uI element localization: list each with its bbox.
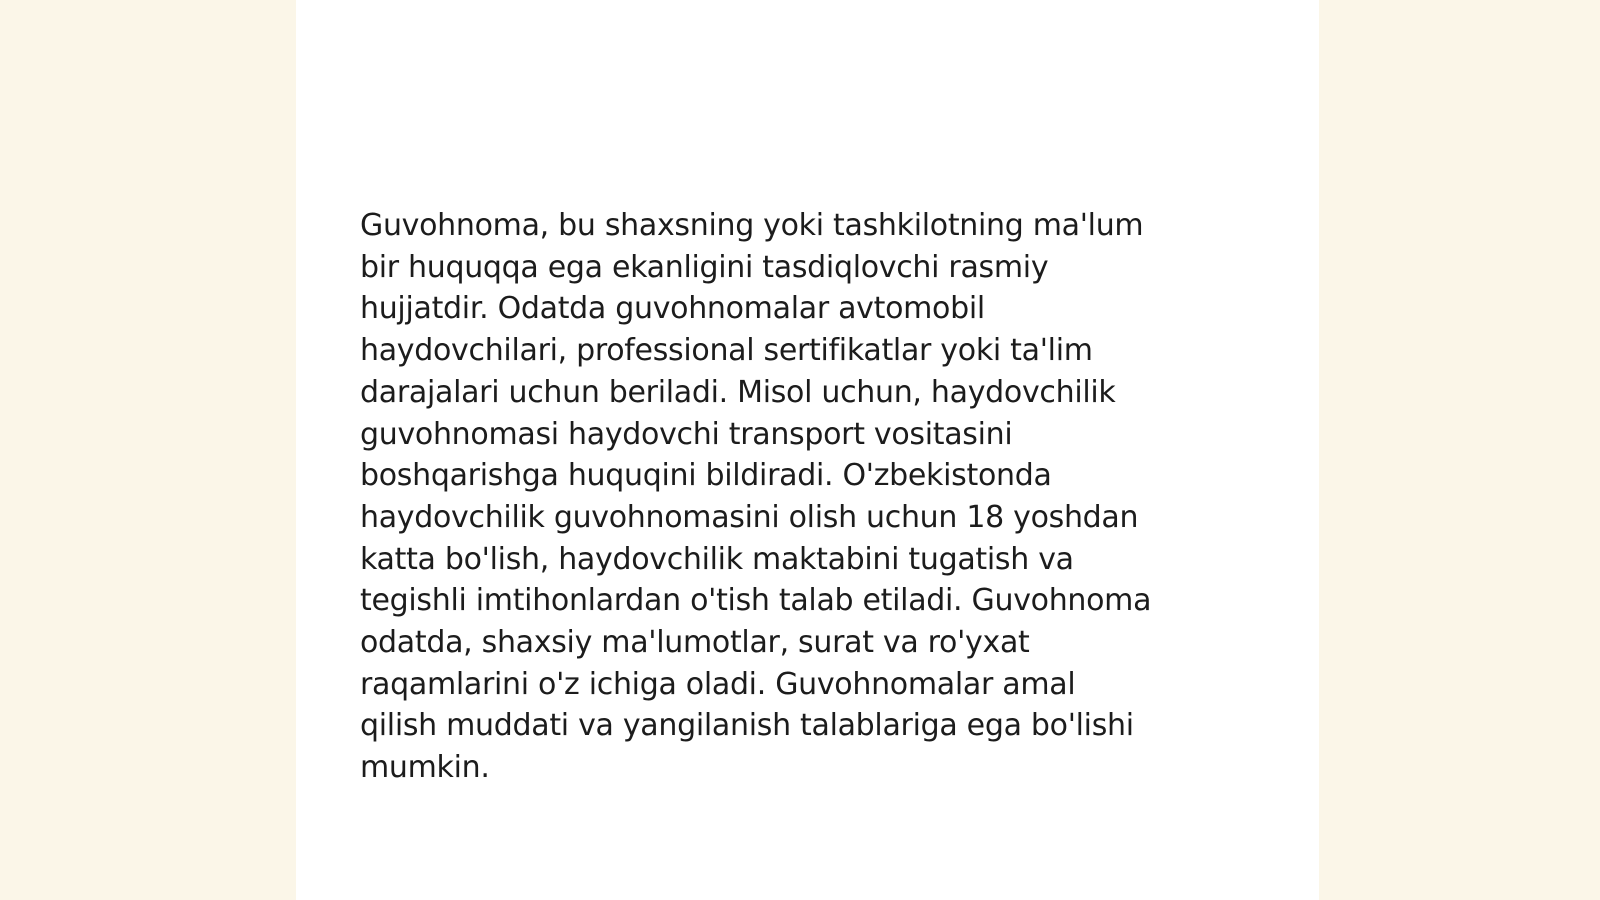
right-margin-background bbox=[1319, 0, 1600, 900]
document-page bbox=[296, 0, 1319, 900]
body-paragraph: Guvohnoma, bu shaxsning yoki tashkilotning ma'lum bir huquqqa ega ekanligini tasdiqlovchi rasmiy hujjatdir. Odatda guvohnomalar avtomobil haydovchilari, professional sertifikatlar yoki ta'lim darajalari uchun beriladi. Misol uchun, haydovchilik guvohnomasi haydovchi transport vositasini boshqarishga huquqini bildiradi. O'zbekistonda haydovchilik guvohnomasini olish uchun 18 yoshdan katta bo'lish, haydovchilik maktabini tugatish va tegishli imtihonlardan o'tish talab etiladi. Guvohnoma odatda, shaxsiy ma'lumotlar, surat va ro'yxat raqamlarini o'z ichiga oladi. Guvohnomalar amal qilish muddati va yangilanish talablariga ega bo'lishi mumkin. bbox=[360, 208, 1152, 786]
left-margin-background bbox=[0, 0, 296, 900]
